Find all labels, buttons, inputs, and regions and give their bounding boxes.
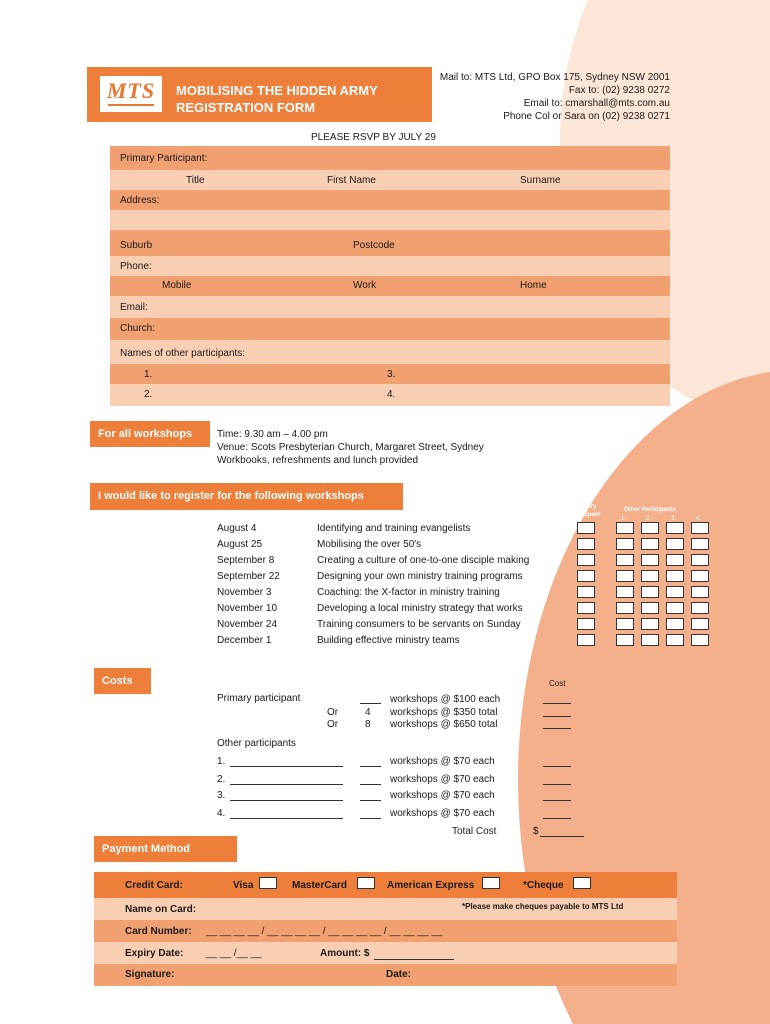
- other-participant-3-checkbox[interactable]: [666, 554, 684, 566]
- mastercard-checkbox[interactable]: [357, 877, 375, 889]
- date-label: Date:: [386, 969, 412, 980]
- other-participant-number: 4.: [217, 808, 226, 819]
- workshop-title: Designing your own ministry training programs: [317, 571, 523, 582]
- other-participant-3-checkbox[interactable]: [666, 634, 684, 646]
- cheque-label: *Cheque: [523, 880, 564, 891]
- total-cost-label: Total Cost: [452, 826, 497, 837]
- home-label: Home: [520, 280, 547, 291]
- other-participant-cost-blank[interactable]: [543, 818, 571, 819]
- work-label: Work: [353, 280, 377, 291]
- cost-primary-label: Primary participant: [217, 693, 301, 704]
- expiry-date-label: Expiry Date:: [125, 948, 184, 959]
- workshop-title: Training consumers to be servants on Sunday: [317, 619, 521, 630]
- other-participant-4-checkbox[interactable]: [691, 618, 709, 630]
- register-workshops-tab: I would like to register for the following workshops: [90, 483, 403, 510]
- primary-participant-checkbox[interactable]: [577, 618, 595, 630]
- phone-number: Phone Col or Sara on (02) 9238 0271: [503, 111, 670, 122]
- other-participant-rate: workshops @ $70 each: [390, 756, 495, 767]
- cheque-checkbox[interactable]: [573, 877, 591, 889]
- other-participants-label: Names of other participants:: [120, 348, 246, 359]
- cost-rate-350: workshops @ $350 total: [390, 707, 498, 718]
- other-participant-cost-blank[interactable]: [543, 784, 571, 785]
- other-participant-2-checkbox[interactable]: [641, 634, 659, 646]
- other-participant-workshops-blank[interactable]: [360, 784, 381, 785]
- workshop-date: December 1: [217, 635, 272, 646]
- other-participant-1-checkbox[interactable]: [616, 618, 634, 630]
- workshop-date: September 22: [217, 571, 280, 582]
- other-participant-rate: workshops @ $70 each: [390, 808, 495, 819]
- for-all-workshops-tab: For all workshops: [90, 421, 210, 447]
- primary-participant-column-header: Primary Participant: [569, 504, 601, 518]
- other-participant-name-blank[interactable]: [230, 766, 343, 767]
- logo-underline: [108, 104, 154, 106]
- form-title-line2: REGISTRATION FORM: [176, 100, 316, 115]
- other-participants-column-header: Other Participants: [624, 507, 677, 513]
- workshop-date: September 8: [217, 555, 275, 566]
- name-on-card-label: Name on Card:: [125, 904, 197, 915]
- other-participant-2-checkbox[interactable]: [641, 618, 659, 630]
- cost-blank-350[interactable]: [543, 716, 571, 717]
- card-number-label: Card Number:: [125, 926, 192, 937]
- other-col-1: 1.: [621, 516, 627, 522]
- row-phone[interactable]: [110, 256, 670, 276]
- payment-method-tab: Payment Method: [94, 836, 237, 862]
- primary-participant-label: Primary Participant:: [120, 153, 208, 164]
- other-participant-2-checkbox[interactable]: [641, 522, 659, 534]
- other-participant-workshops-blank[interactable]: [360, 818, 381, 819]
- other-participant-number: 2.: [217, 774, 226, 785]
- amount-blank[interactable]: [374, 959, 454, 960]
- other-participant-3-checkbox[interactable]: [666, 538, 684, 550]
- workshop-date: August 4: [217, 523, 257, 534]
- signature-label: Signature:: [125, 969, 175, 980]
- other-col-2: 2.: [646, 516, 652, 522]
- other-participant-name-blank[interactable]: [230, 784, 343, 785]
- workshop-title: Identifying and training evangelists: [317, 523, 471, 534]
- workshop-provided: Workbooks, refreshments and lunch provided: [217, 455, 419, 466]
- surname-label: Surname: [520, 175, 561, 186]
- primary-participant-checkbox[interactable]: [577, 538, 595, 550]
- form-title-line1: MOBILISING THE HIDDEN ARMY: [176, 83, 378, 98]
- other-participant-2-checkbox[interactable]: [641, 570, 659, 582]
- amex-label: American Express: [387, 880, 475, 891]
- row-address-2[interactable]: [110, 210, 670, 230]
- credit-card-label: Credit Card:: [125, 880, 183, 891]
- church-label: Church:: [120, 323, 156, 334]
- visa-checkbox[interactable]: [259, 877, 277, 889]
- other-col-4: 4.: [696, 516, 702, 522]
- workshop-venue: Venue: Scots Presbyterian Church, Margaret Street, Sydney: [217, 442, 484, 453]
- cost-rate-650: workshops @ $650 total: [390, 719, 498, 730]
- other-participant-2-checkbox[interactable]: [641, 554, 659, 566]
- other-participant-3-checkbox[interactable]: [666, 570, 684, 582]
- address-label: Address:: [120, 195, 160, 206]
- total-dollar-sign: $: [533, 826, 539, 837]
- cost-count-4: 4: [365, 707, 371, 718]
- other-participant-3-checkbox[interactable]: [666, 602, 684, 614]
- other-participant-1-label: 1.: [144, 369, 153, 380]
- primary-participant-checkbox[interactable]: [577, 522, 595, 534]
- other-participant-cost-blank[interactable]: [543, 766, 571, 767]
- other-participant-1-checkbox[interactable]: [616, 538, 634, 550]
- workshop-time: Time: 9.30 am – 4.00 pm: [217, 429, 328, 440]
- other-participant-2-checkbox[interactable]: [641, 602, 659, 614]
- logo-box: [100, 76, 162, 112]
- postcode-label: Postcode: [353, 240, 395, 251]
- amex-checkbox[interactable]: [482, 877, 500, 889]
- mastercard-label: MasterCard: [292, 880, 348, 891]
- cost-or-2: Or: [327, 719, 339, 730]
- other-participant-2-checkbox[interactable]: [641, 586, 659, 598]
- mail-address: Mail to: MTS Ltd, GPO Box 175, Sydney NSW 2001: [439, 72, 670, 83]
- other-participant-name-blank[interactable]: [230, 800, 343, 801]
- costs-tab: Costs: [94, 668, 151, 694]
- other-participant-4-label: 4.: [387, 389, 396, 400]
- other-participant-3-label: 3.: [387, 369, 396, 380]
- primary-participant-checkbox[interactable]: [577, 634, 595, 646]
- primary-workshops-blank[interactable]: [360, 703, 381, 704]
- cost-blank-650[interactable]: [543, 728, 571, 729]
- card-number-blanks[interactable]: __ __ __ __ / __ __ __ __ / __ __ __ __ / __ __ __ __: [206, 926, 443, 937]
- other-participant-4-checkbox[interactable]: [691, 586, 709, 598]
- mts-logo: MTS: [106, 78, 156, 103]
- cheque-note: *Please make cheques payable to MTS Ltd: [462, 902, 624, 911]
- other-col-3: 3.: [671, 516, 677, 522]
- email-label: Email:: [120, 302, 148, 313]
- row-address[interactable]: [110, 190, 670, 210]
- amount-label: Amount: $: [320, 948, 370, 959]
- workshop-title: Mobilising the over 50's: [317, 539, 422, 550]
- workshop-title: Building effective ministry teams: [317, 635, 460, 646]
- primary-participant-checkbox[interactable]: [577, 602, 595, 614]
- first-name-label: First Name: [327, 175, 376, 186]
- row-phone-fields[interactable]: [110, 276, 670, 296]
- rsvp-notice: PLEASE RSVP BY JULY 29: [311, 132, 436, 143]
- mobile-label: Mobile: [162, 280, 192, 291]
- other-participant-2-checkbox[interactable]: [641, 538, 659, 550]
- primary-participant-checkbox[interactable]: [577, 554, 595, 566]
- other-participant-1-checkbox[interactable]: [616, 570, 634, 582]
- cost-count-8: 8: [365, 719, 371, 730]
- row-email[interactable]: [110, 296, 670, 318]
- cost-blank-100[interactable]: [543, 703, 571, 704]
- other-participant-1-checkbox[interactable]: [616, 554, 634, 566]
- other-participant-workshops-blank[interactable]: [360, 800, 381, 801]
- expiry-date-blanks[interactable]: __ __ /__ __: [206, 948, 262, 959]
- phone-label: Phone:: [120, 261, 152, 272]
- cost-column-header: Cost: [549, 679, 566, 688]
- other-participant-number: 3.: [217, 790, 226, 801]
- workshop-title: Coaching: the X-factor in ministry training: [317, 587, 500, 598]
- email-address: Email to: cmarshall@mts.com.au: [523, 98, 670, 109]
- other-participant-4-checkbox[interactable]: [691, 634, 709, 646]
- workshop-title: Developing a local ministry strategy that works: [317, 603, 523, 614]
- other-participant-4-checkbox[interactable]: [691, 554, 709, 566]
- other-participant-number: 1.: [217, 756, 226, 767]
- cost-rate-100: workshops @ $100 each: [390, 694, 501, 705]
- other-participant-4-checkbox[interactable]: [691, 570, 709, 582]
- title-label: Title: [186, 175, 205, 186]
- visa-label: Visa: [233, 880, 254, 891]
- fax-number: Fax to: (02) 9238 0272: [568, 85, 670, 96]
- suburb-label: Suburb: [120, 240, 153, 251]
- other-participant-3-checkbox[interactable]: [666, 522, 684, 534]
- workshop-date: August 25: [217, 539, 263, 550]
- primary-participant-checkbox[interactable]: [577, 570, 595, 582]
- other-participant-3-checkbox[interactable]: [666, 586, 684, 598]
- cost-other-participants-label: Other participants: [217, 738, 296, 749]
- other-participant-cost-blank[interactable]: [543, 800, 571, 801]
- cost-or-1: Or: [327, 707, 339, 718]
- other-participant-2-label: 2.: [144, 389, 153, 400]
- other-participant-1-checkbox[interactable]: [616, 522, 634, 534]
- total-cost-blank[interactable]: [540, 836, 584, 837]
- workshop-date: November 24: [217, 619, 278, 630]
- other-participant-4-checkbox[interactable]: [691, 602, 709, 614]
- other-participant-1-checkbox[interactable]: [616, 634, 634, 646]
- primary-participant-checkbox[interactable]: [577, 586, 595, 598]
- other-participant-3-checkbox[interactable]: [666, 618, 684, 630]
- workshop-title: Creating a culture of one-to-one disciple making: [317, 555, 530, 566]
- other-participant-workshops-blank[interactable]: [360, 766, 381, 767]
- other-participant-1-checkbox[interactable]: [616, 602, 634, 614]
- other-participant-4-checkbox[interactable]: [691, 522, 709, 534]
- workshop-date: November 10: [217, 603, 278, 614]
- other-participant-4-checkbox[interactable]: [691, 538, 709, 550]
- other-participant-rate: workshops @ $70 each: [390, 774, 495, 785]
- other-participant-name-blank[interactable]: [230, 818, 343, 819]
- other-participant-rate: workshops @ $70 each: [390, 790, 495, 801]
- other-participant-1-checkbox[interactable]: [616, 586, 634, 598]
- row-church[interactable]: [110, 318, 670, 340]
- workshop-date: November 3: [217, 587, 272, 598]
